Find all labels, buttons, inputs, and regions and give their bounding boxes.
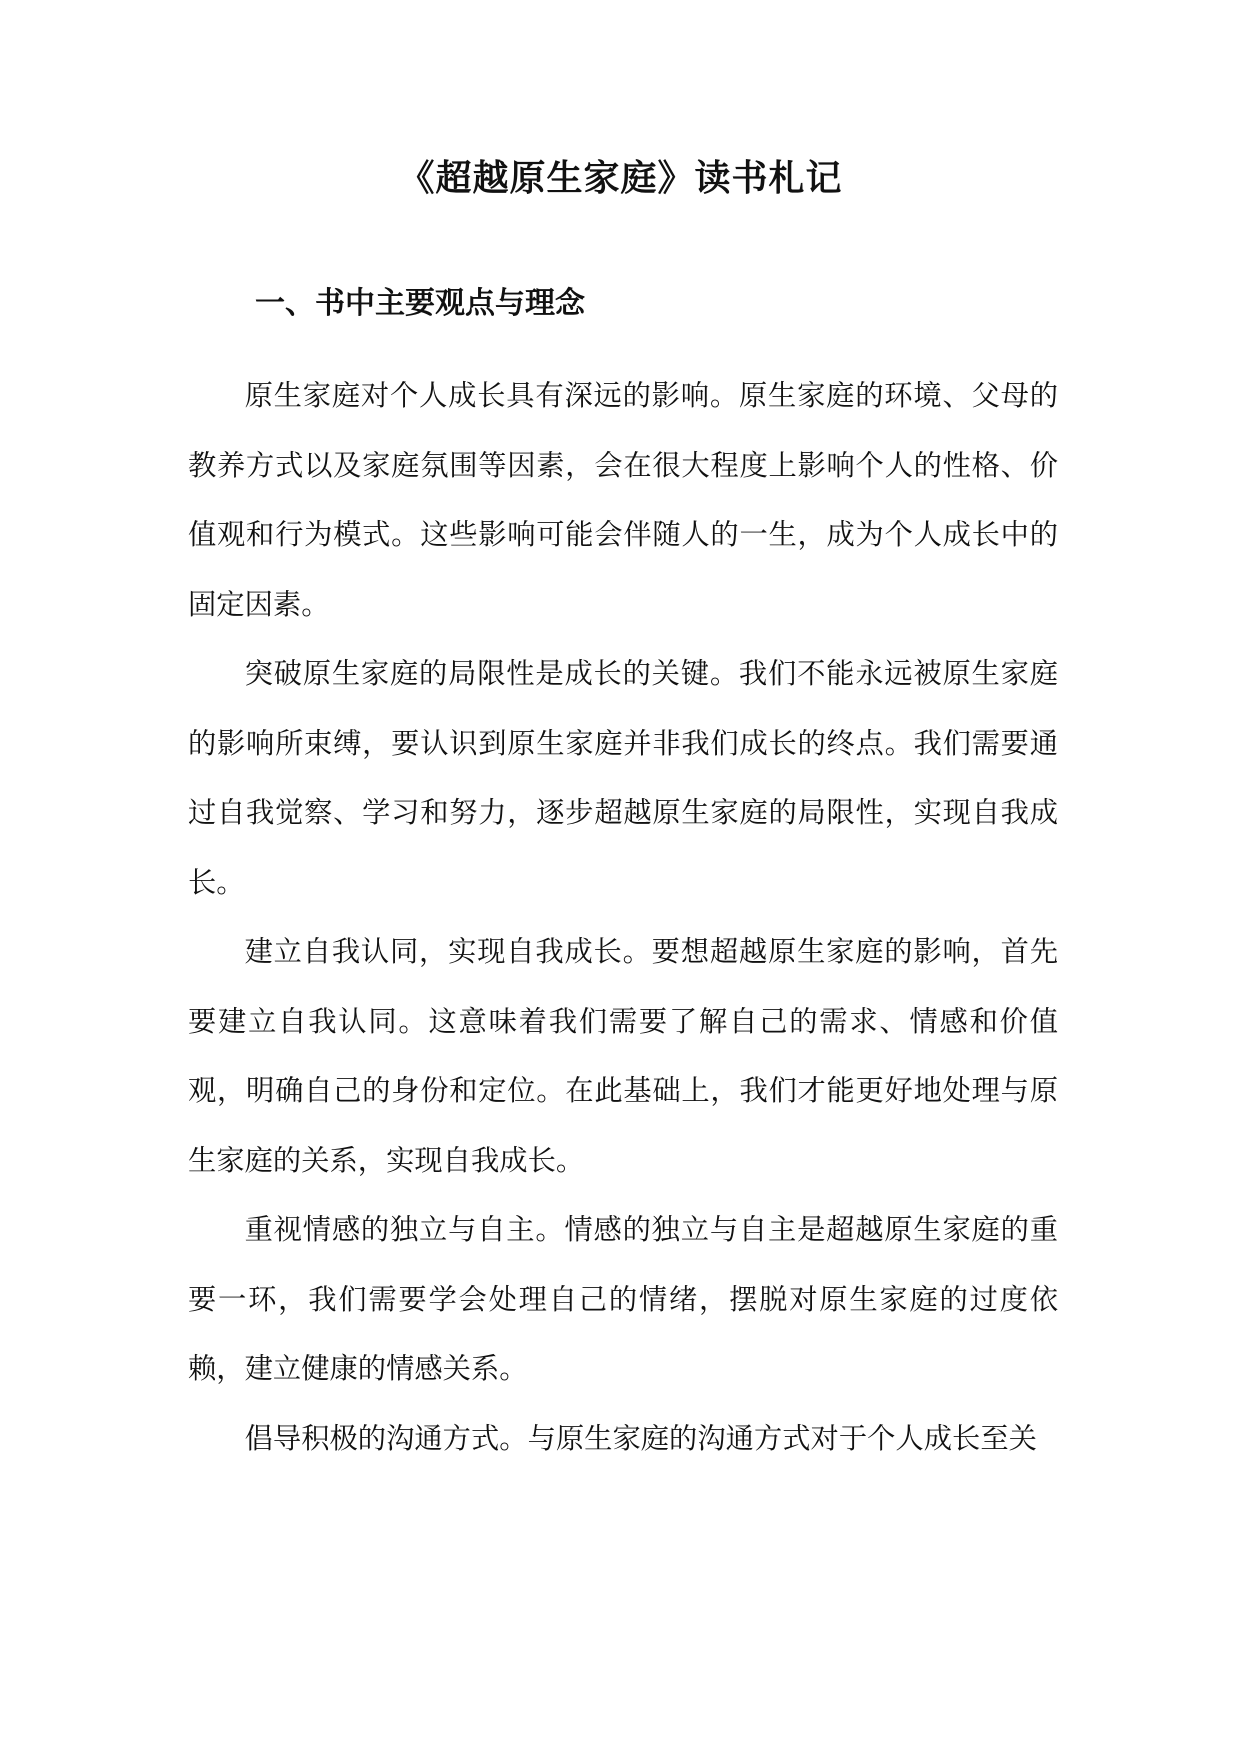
section-heading: 一、书中主要观点与理念	[255, 286, 585, 321]
paragraph: 突破原生家庭的局限性是成长的关键。我们不能永远被原生家庭的影响所束缚，要认识到原生家庭并非我们成长的终点。我们需要通过自我觉察、学习和努力，逐步超越原生家庭的局限性，实现自我成长。	[188, 657, 1058, 899]
document-title: 《超越原生家庭》读书札记	[398, 157, 843, 199]
paragraph: 建立自我认同，实现自我成长。要想超越原生家庭的影响，首先要建立自我认同。这意味着我们需要了解自己的需求、情感和价值观，明确自己的身份和定位。在此基础上，我们才能更好地处理与原生家庭的关系，实现自我成长。	[188, 935, 1058, 1177]
paragraph: 倡导积极的沟通方式。与原生家庭的沟通方式对于个人成长至关	[244, 1421, 1037, 1455]
paragraph: 重视情感的独立与自主。情感的独立与自主是超越原生家庭的重要一环，我们需要学会处理自己的情绪，摆脱对原生家庭的过度依赖，建立健康的情感关系。	[188, 1213, 1058, 1385]
body-text	[188, 361, 1058, 1473]
paragraph: 原生家庭对个人成长具有深远的影响。原生家庭的环境、父母的教养方式以及家庭氛围等因素，会在很大程度上影响个人的性格、价值观和行为模式。这些影响可能会伴随人的一生，成为个人成长中的固定因素。	[188, 379, 1058, 621]
